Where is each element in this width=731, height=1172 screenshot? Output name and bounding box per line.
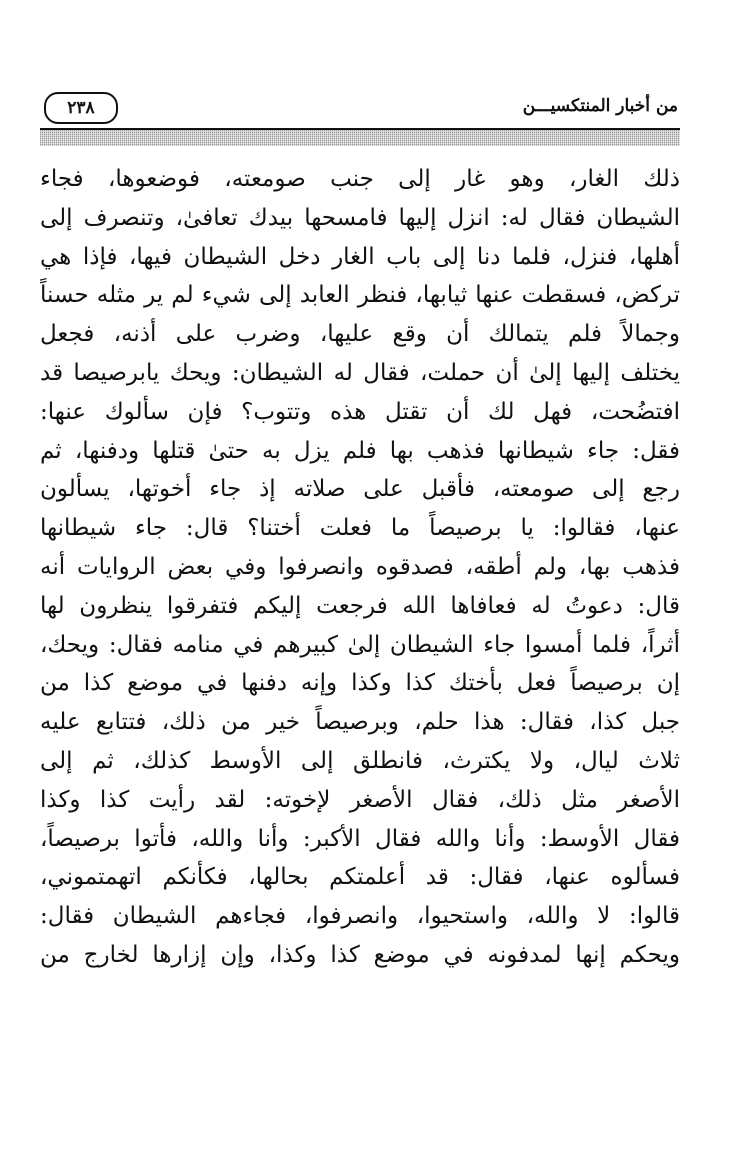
text-line: قالوا: لا والله، واستحيوا، وانصرفوا، فجاءهم الشيطان فقال: <box>40 903 680 930</box>
text-line: عنها، فقالوا: يا برصيصاً ما فعلت أختنا؟ قال: جاء شيطانها <box>40 515 680 542</box>
page-number: ٢٣٨ <box>44 92 118 124</box>
text-line: فقل: جاء شيطانها فذهب بها فلم يزل به حتىٰ قتلها ودفنها، ثم <box>40 437 680 464</box>
text-line: وجمالاً فلم يتمالك أن وقع عليها، وضرب على أذنه، فجعل <box>40 321 680 348</box>
header-rule <box>40 128 680 146</box>
text-line: الشيطان فقال له: انزل إليها فامسحها بيدك تعافىٰ، وتنصرف إلى <box>40 204 680 231</box>
running-title: من أخبار المنتكسيـــن <box>522 96 678 116</box>
text-line: أثراً، فلما أمسوا جاء الشيطان إلىٰ كبيرهم في منامه فقال: ويحك، <box>40 631 680 658</box>
text-line: قال: دعوتُ له فعافاها الله فرجعت إليكم فتفرقوا ينظرون لها <box>40 592 680 619</box>
text-line: فقال الأوسط: وأنا والله فقال الأكبر: وأنا والله، فأتوا برصيصاً، <box>40 825 680 852</box>
text-line: فسألوه عنها، فقال: قد أعلمتكم بحالها، فكأنكم اتهمتموني، <box>40 864 680 891</box>
page-header <box>40 92 680 126</box>
text-line: رجع إلى صومعته، فأقبل على صلاته إذ جاء أخوتها، يسألون <box>40 476 680 503</box>
text-line: ويحكم إنها لمدفونه في موضع كذا وكذا، وإن إزارها لخارج من <box>40 941 680 968</box>
text-line: الأصغر مثل ذلك، فقال الأصغر لإخوته: لقد رأيت كذا وكذا <box>40 786 680 813</box>
text-line: يختلف إليها إلىٰ أن حملت، فقال له الشيطان: ويحك يابرصيصا قد <box>40 359 680 386</box>
body-text <box>40 160 680 975</box>
text-line: جبل كذا، فقال: هذا حلم، وبرصيصاً خير من ذلك، فتتابع عليه <box>40 709 680 736</box>
text-line: تركض، فسقطت عنها ثيابها، فنظر العابد إلى شيء لم ير مثله حسناً <box>40 282 680 309</box>
text-line: إن برصيصاً فعل بأختك كذا وكذا وإنه دفنها في موضع كذا من <box>40 670 680 697</box>
text-line: أهلها، فنزل، فلما دنا إلى باب الغار دخل الشيطان فيها، فإذا هي <box>40 243 680 270</box>
text-line: ثلاث ليال، ولا يكترث، فانطلق إلى الأوسط كذلك، ثم إلى <box>40 747 680 774</box>
text-line: افتضُحت، فهل لك أن تقتل هذه وتتوب؟ فإن سألوك عنها: <box>40 398 680 425</box>
text-line: فذهب بها، ولم أطقه، فصدقوه وانصرفوا وفي بعض الروايات أنه <box>40 553 680 580</box>
text-line: ذلك الغار، وهو غار إلى جنب صومعته، فوضعوها، فجاء <box>40 166 680 192</box>
